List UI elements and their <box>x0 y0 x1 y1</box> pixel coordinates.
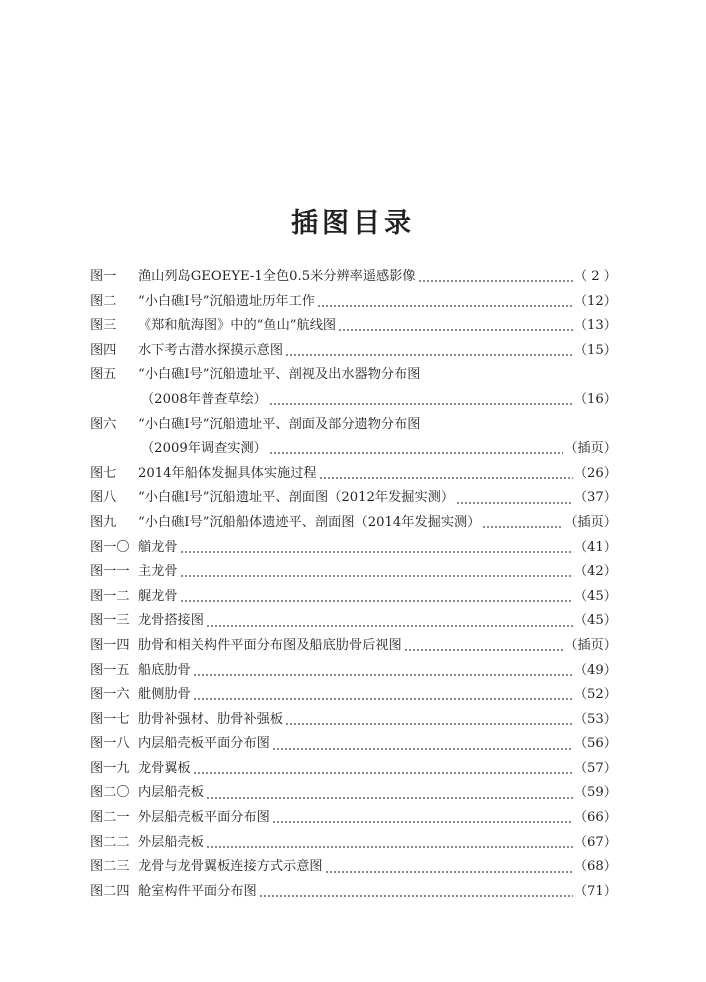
figure-caption: 内层船壳板 <box>138 785 204 801</box>
figure-caption: “小白礁Ⅰ号”沉船遗址平、剖面图（2012年发掘实测） <box>138 490 455 506</box>
figure-number: 图六 <box>90 416 117 432</box>
list-item[interactable] <box>90 413 617 438</box>
figure-caption: 舭侧肋骨 <box>138 687 191 703</box>
figure-number: 图二一 <box>90 810 130 826</box>
page-title: 插图目录 <box>291 208 415 240</box>
leader-dots <box>272 821 573 823</box>
figure-number: 图五 <box>90 367 117 383</box>
figure-number: 图一八 <box>90 736 130 752</box>
leader-dots <box>325 871 573 873</box>
list-item[interactable] <box>90 388 617 413</box>
figure-list <box>90 265 617 904</box>
figure-number: 图二四 <box>90 883 130 899</box>
figure-number: 图二 <box>90 293 117 309</box>
page-reference: （37） <box>573 490 617 506</box>
page-reference: （45） <box>573 613 617 629</box>
leader-dots <box>206 846 573 848</box>
page-reference: （42） <box>573 564 617 580</box>
page-reference: （71） <box>573 883 617 899</box>
figure-number: 图九 <box>90 514 117 530</box>
page-reference: （41） <box>573 539 617 555</box>
list-item[interactable] <box>90 781 617 806</box>
page-reference: （57） <box>573 760 617 776</box>
list-item[interactable] <box>90 855 617 880</box>
list-item[interactable] <box>90 290 617 315</box>
page-reference: （插页） <box>564 514 617 530</box>
list-item[interactable] <box>90 511 617 536</box>
page-reference: （ 2 ） <box>573 269 617 284</box>
leader-dots <box>456 502 573 504</box>
page-reference: （53） <box>573 711 617 727</box>
figure-caption: “小白礁Ⅰ号”沉船船体遗迹平、剖面图（2014年发掘实测） <box>138 514 481 530</box>
figure-caption: 《郑和航海图》中的“鱼山”航线图 <box>138 318 337 334</box>
list-item[interactable] <box>90 486 617 511</box>
figure-caption: 渔山列岛GEOEYE-1全色0.5米分辨率遥感影像 <box>138 269 416 284</box>
figure-caption: 水下考古潜水探摸示意图 <box>138 342 284 358</box>
figure-caption: 外层船壳板 <box>138 834 204 850</box>
list-item[interactable] <box>90 265 617 290</box>
page-reference: （66） <box>573 810 617 826</box>
list-item[interactable] <box>90 683 617 708</box>
list-item[interactable] <box>90 708 617 733</box>
figure-number: 图一三 <box>90 613 130 629</box>
figure-caption: 主龙骨 <box>138 564 178 580</box>
page-reference: （插页） <box>564 441 617 457</box>
list-item[interactable] <box>90 314 617 339</box>
leader-dots <box>180 551 573 553</box>
leader-dots <box>482 526 563 528</box>
page-reference: （49） <box>573 662 617 678</box>
leader-dots <box>206 797 573 799</box>
figure-number: 图一 <box>90 269 117 284</box>
figure-caption: （2008年普查草绘） <box>141 391 267 407</box>
page-reference: （26） <box>573 465 617 481</box>
leader-dots <box>193 674 573 676</box>
figure-caption: 艏龙骨 <box>138 539 178 555</box>
leader-dots <box>319 477 573 479</box>
list-item[interactable] <box>90 462 617 487</box>
leader-dots <box>269 452 563 454</box>
figure-caption: “小白礁Ⅰ号”沉船遗址历年工作 <box>138 293 315 309</box>
figure-caption: “小白礁Ⅰ号”沉船遗址平、剖视及出水器物分布图 <box>138 367 421 383</box>
leader-dots <box>404 649 564 651</box>
list-item[interactable] <box>90 339 617 364</box>
page-reference: （12） <box>573 293 617 309</box>
figure-caption: “小白礁Ⅰ号”沉船遗址平、剖面及部分遗物分布图 <box>138 416 421 432</box>
leader-dots <box>206 625 573 627</box>
list-item[interactable] <box>90 560 617 585</box>
leader-dots <box>418 280 573 282</box>
figure-number: 图一九 <box>90 760 130 776</box>
leader-dots <box>180 600 573 602</box>
figure-caption: 龙骨搭接图 <box>138 613 204 629</box>
figure-number: 图二〇 <box>90 785 130 801</box>
leader-dots <box>285 354 573 356</box>
figure-caption: 内层船壳板平面分布图 <box>138 736 270 752</box>
figure-number: 图一七 <box>90 711 130 727</box>
leader-dots <box>285 723 573 725</box>
figure-number: 图二三 <box>90 859 130 875</box>
page-reference: （插页） <box>564 637 617 653</box>
list-item[interactable] <box>90 609 617 634</box>
figure-number: 图一二 <box>90 588 130 604</box>
leader-dots <box>272 748 573 750</box>
leader-dots <box>180 575 573 577</box>
figure-caption: 船底肋骨 <box>138 662 191 678</box>
figure-number: 图一六 <box>90 687 130 703</box>
page-reference: （59） <box>573 785 617 801</box>
figure-number: 图三 <box>90 318 117 334</box>
page-reference: （15） <box>573 342 617 358</box>
figure-number: 图一〇 <box>90 539 130 555</box>
leader-dots <box>338 329 573 331</box>
list-item[interactable] <box>90 437 617 462</box>
figure-number: 图二二 <box>90 834 130 850</box>
leader-dots <box>193 772 573 774</box>
list-item[interactable] <box>90 659 617 684</box>
figure-caption: 龙骨与龙骨翼板连接方式示意图 <box>138 859 323 875</box>
page-reference: （16） <box>573 391 617 407</box>
page-reference: （67） <box>573 834 617 850</box>
figure-number: 图四 <box>90 342 117 358</box>
figure-number: 图一五 <box>90 662 130 678</box>
figure-caption: 外层船壳板平面分布图 <box>138 810 270 826</box>
page-reference: （13） <box>573 318 617 334</box>
figure-caption: 龙骨翼板 <box>138 760 191 776</box>
page-reference: （52） <box>573 687 617 703</box>
figure-caption: 肋骨补强材、肋骨补强板 <box>138 711 284 727</box>
list-item[interactable] <box>90 831 617 856</box>
figure-number: 图一一 <box>90 564 130 580</box>
list-item[interactable] <box>90 880 617 905</box>
list-item[interactable] <box>90 585 617 610</box>
figure-caption: 2014年船体发掘具体实施过程 <box>138 465 317 481</box>
leader-dots <box>269 403 573 405</box>
figure-number: 图一四 <box>90 637 130 653</box>
figure-number: 图八 <box>90 490 117 506</box>
list-item[interactable] <box>90 806 617 831</box>
list-item[interactable] <box>90 732 617 757</box>
list-item[interactable] <box>90 363 617 388</box>
page-reference: （45） <box>573 588 617 604</box>
figure-caption: （2009年调查实测） <box>141 441 267 457</box>
figure-caption: 艉龙骨 <box>138 588 178 604</box>
page-reference: （68） <box>573 859 617 875</box>
figure-caption: 舱室构件平面分布图 <box>138 883 257 899</box>
page-reference: （56） <box>573 736 617 752</box>
leader-dots <box>317 305 573 307</box>
figure-number: 图七 <box>90 465 117 481</box>
list-item[interactable] <box>90 757 617 782</box>
leader-dots <box>259 895 573 897</box>
leader-dots <box>193 698 573 700</box>
figure-caption: 肋骨和相关构件平面分布图及船底肋骨后视图 <box>138 637 402 653</box>
list-item[interactable] <box>90 536 617 561</box>
list-item[interactable] <box>90 634 617 659</box>
